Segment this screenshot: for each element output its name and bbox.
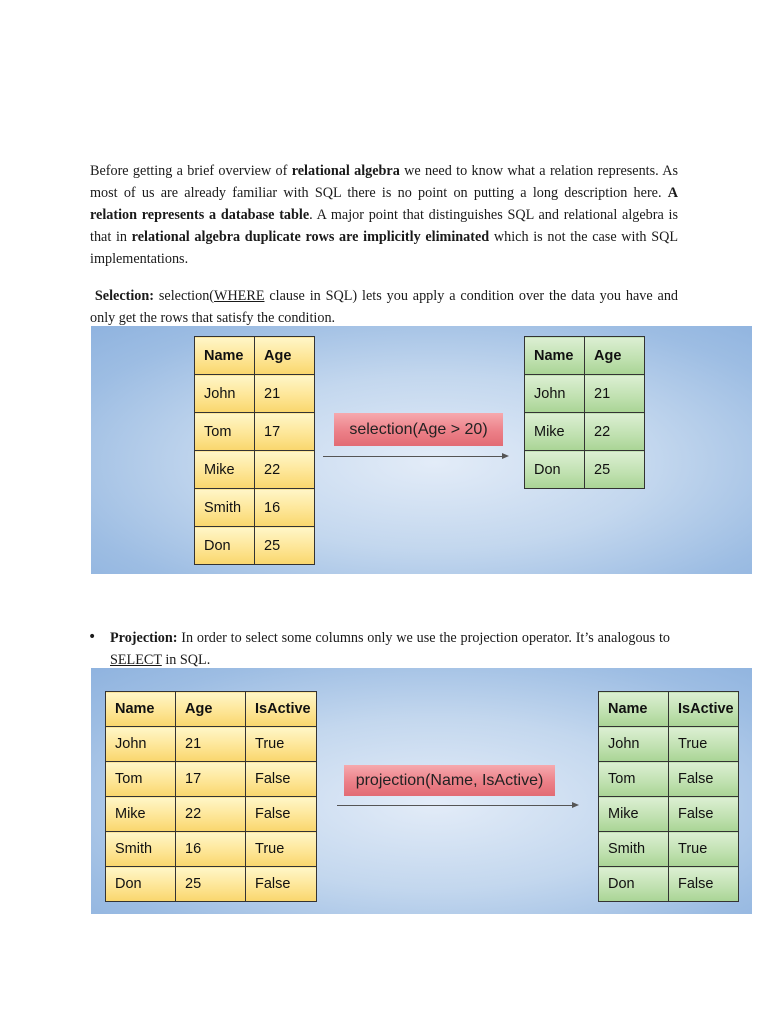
projection-output-cell: John [599, 727, 669, 762]
selection-output-cell: Mike [525, 413, 585, 451]
selection-output-cell: Don [525, 451, 585, 489]
selection-input-header-row [195, 337, 315, 375]
intro-bold-relational-algebra: relational algebra [291, 163, 400, 179]
select-link[interactable]: SELECT [110, 652, 162, 668]
selection-paragraph [90, 285, 678, 329]
selection-output-cell: 25 [585, 451, 645, 489]
selection-input-table [194, 336, 315, 565]
selection-input-row [195, 527, 315, 565]
selection-input-cell: Tom [195, 413, 255, 451]
projection-input-cell: John [106, 727, 176, 762]
projection-output-header-cell: Name [599, 692, 669, 727]
selection-input-cell: 22 [255, 451, 315, 489]
selection-input-row [195, 451, 315, 489]
projection-input-cell: 16 [176, 832, 246, 867]
selection-output-row [525, 375, 645, 413]
selection-arrow [323, 456, 503, 457]
projection-input-header-row [106, 692, 317, 727]
projection-output-row [599, 762, 739, 797]
projection-input-row [106, 762, 317, 797]
selection-heading: Selection: [94, 288, 154, 304]
projection-input-cell: True [246, 727, 317, 762]
projection-output-cell: False [669, 797, 739, 832]
selection-output-cell: 21 [585, 375, 645, 413]
projection-input-header-cell: Name [106, 692, 176, 727]
selection-text-1: selection( [154, 288, 215, 304]
intro-paragraph [90, 160, 678, 270]
projection-output-row [599, 797, 739, 832]
projection-output-table [598, 691, 739, 902]
projection-output-row [599, 867, 739, 902]
intro-text-1: Before getting a brief overview of [90, 163, 292, 179]
selection-output-cell: 22 [585, 413, 645, 451]
projection-input-row [106, 832, 317, 867]
projection-arrow [337, 805, 573, 806]
projection-text-2: in SQL. [161, 652, 211, 668]
projection-output-cell: False [669, 762, 739, 797]
projection-output-cell: True [669, 727, 739, 762]
projection-diagram [91, 668, 752, 914]
projection-input-cell: False [246, 797, 317, 832]
projection-input-table [105, 691, 317, 902]
projection-input-cell: Smith [106, 832, 176, 867]
projection-output-header-row [599, 692, 739, 727]
selection-input-header-cell: Name [195, 337, 255, 375]
intro-bold-relation-table: A relation represents a database table [90, 185, 678, 223]
selection-input-row [195, 489, 315, 527]
projection-input-cell: Don [106, 867, 176, 902]
projection-input-cell: True [246, 832, 317, 867]
selection-input-cell: Mike [195, 451, 255, 489]
projection-output-row [599, 727, 739, 762]
projection-output-cell: Smith [599, 832, 669, 867]
selection-diagram [91, 326, 752, 574]
projection-output-header-cell: IsActive [669, 692, 739, 727]
selection-input-row [195, 413, 315, 451]
projection-paragraph [110, 627, 670, 671]
projection-heading: Projection: [110, 630, 178, 646]
selection-output-header-cell: Age [585, 337, 645, 375]
selection-output-row [525, 413, 645, 451]
projection-input-cell: 22 [176, 797, 246, 832]
projection-input-header-cell: IsActive [246, 692, 317, 727]
projection-input-cell: 25 [176, 867, 246, 902]
selection-output-cell: John [525, 375, 585, 413]
projection-bullet: • [88, 629, 97, 645]
selection-output-header-cell: Name [525, 337, 585, 375]
selection-input-cell: Smith [195, 489, 255, 527]
projection-text-1: In order to select some columns only we use the projection operator. It’s analogous to [177, 630, 670, 646]
selection-input-cell: 25 [255, 527, 315, 565]
projection-input-cell: 17 [176, 762, 246, 797]
projection-output-cell: True [669, 832, 739, 867]
intro-bold-duplicates: relational algebra duplicate rows are implicitly eliminated [131, 229, 490, 245]
selection-output-header-row [525, 337, 645, 375]
selection-operation-label: selection(Age > 20) [334, 413, 503, 446]
projection-input-cell: False [246, 762, 317, 797]
selection-output-row [525, 451, 645, 489]
projection-output-cell: Don [599, 867, 669, 902]
selection-text-2: clause in SQL) lets you apply a condition over the data you have and only get the rows that satisfy the condition. [90, 288, 679, 326]
intro-text-2: we need to know what a relation represents. As most of us are already familiar with SQL there is no point on putting a long description here. [90, 163, 678, 201]
selection-input-header-cell: Age [255, 337, 315, 375]
projection-input-row [106, 727, 317, 762]
selection-input-row [195, 375, 315, 413]
projection-input-cell: False [246, 867, 317, 902]
projection-input-header-cell: Age [176, 692, 246, 727]
projection-output-cell: Tom [599, 762, 669, 797]
selection-input-cell: 16 [255, 489, 315, 527]
selection-input-cell: Don [195, 527, 255, 565]
intro-text-4: which is not the case with SQL implementations. [90, 229, 678, 267]
projection-operation-label: projection(Name, IsActive) [344, 765, 555, 796]
projection-output-cell: Mike [599, 797, 669, 832]
projection-output-row [599, 832, 739, 867]
selection-input-cell: 21 [255, 375, 315, 413]
where-link[interactable]: WHERE [214, 288, 265, 304]
projection-input-cell: Mike [106, 797, 176, 832]
selection-input-cell: John [195, 375, 255, 413]
projection-output-cell: False [669, 867, 739, 902]
intro-text-3: . A major point that distinguishes SQL and relational algebra is that in [90, 207, 678, 245]
projection-input-cell: 21 [176, 727, 246, 762]
selection-output-table [524, 336, 645, 489]
selection-input-cell: 17 [255, 413, 315, 451]
projection-input-cell: Tom [106, 762, 176, 797]
projection-input-row [106, 867, 317, 902]
projection-input-row [106, 797, 317, 832]
